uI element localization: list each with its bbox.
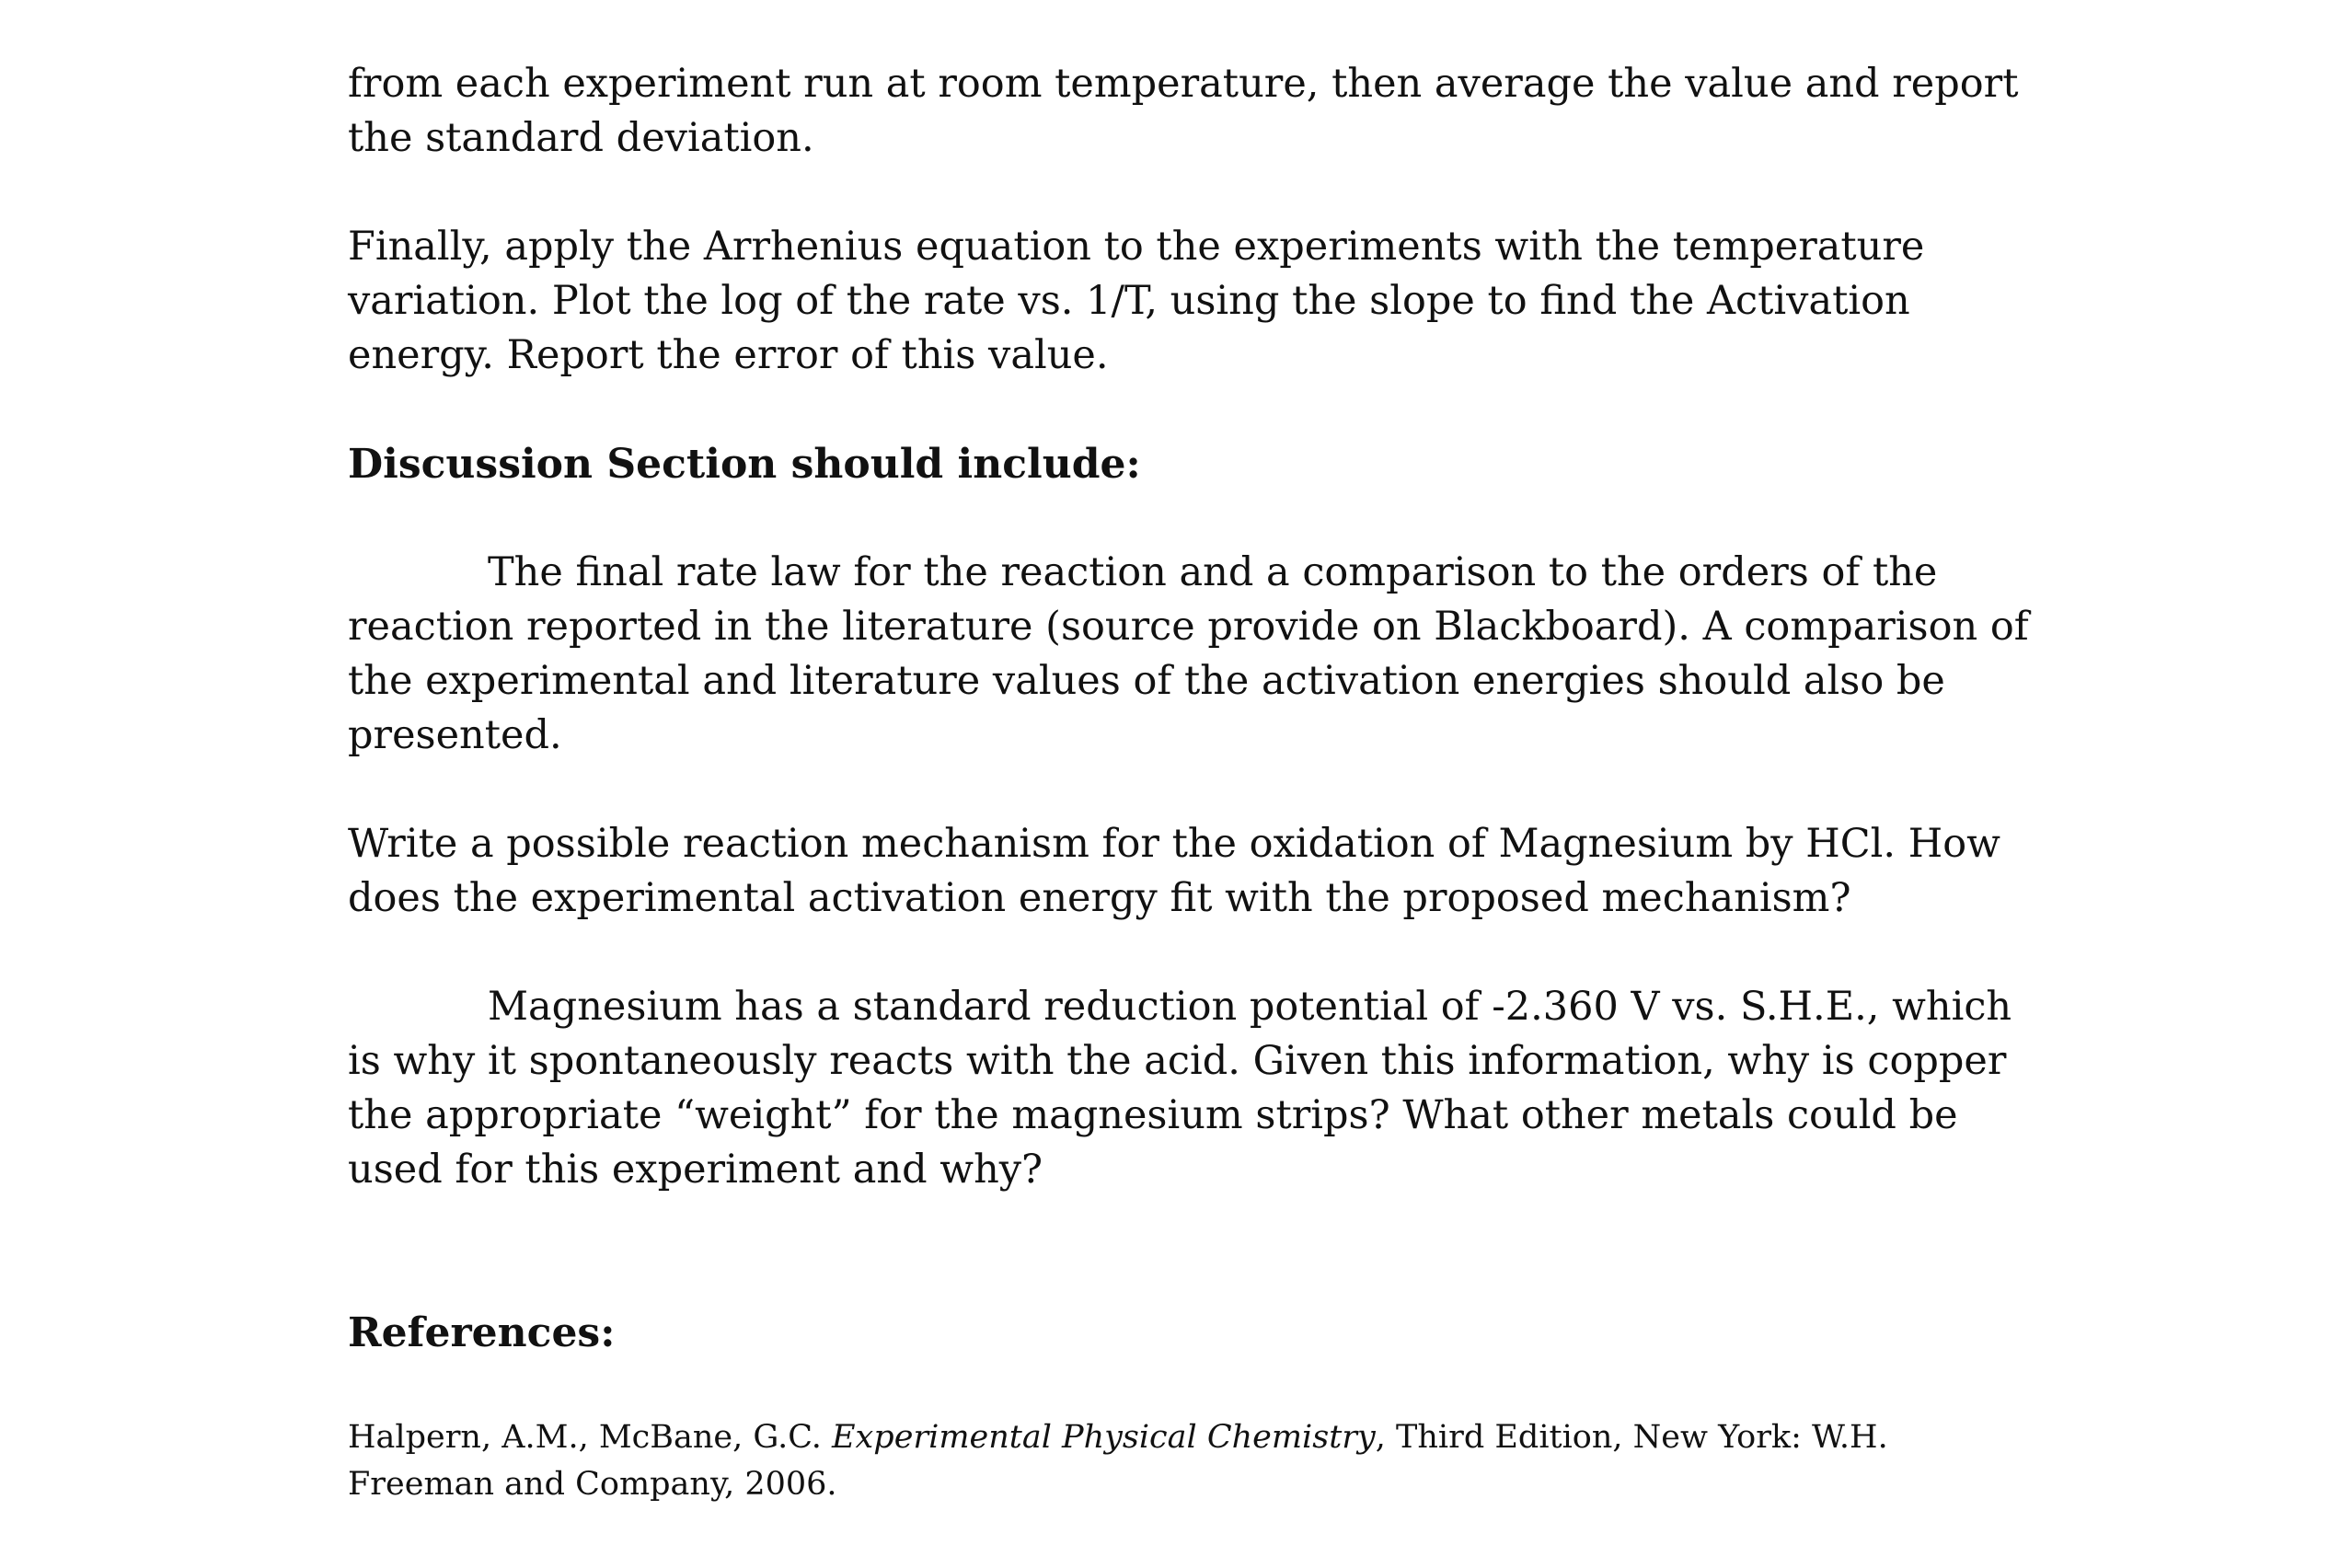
reference-authors: Halpern, A.M., McBane, G.C.	[348, 1419, 832, 1456]
paragraph-rate-law-comparison: The final rate law for the reaction and a comparison to the orders of the reaction reported in the literature (source provide on Blackboard). A comparison of the experimental and literature values of the activation energies should also be presented.	[348, 549, 2029, 758]
document-body	[348, 57, 2032, 1508]
reference-book-title: Experimental Physical Chemistry	[832, 1419, 1376, 1456]
discussion-section-heading: Discussion Section should include:	[348, 441, 1141, 488]
paragraph-reduction-potential: Magnesium has a standard reduction potential of -2.360 V vs. S.H.E., which is why it spontaneously reacts with the acid. Given this information, why is copper the appropriate “weight” for the magnesium strips? What other metals could be used for this experiment and why?	[348, 984, 2012, 1193]
reference-citation	[348, 1414, 2032, 1508]
paragraph-reaction-mechanism: Write a possible reaction mechanism for the oxidation of Magnesium by HCl. How does the experimental activation energy fit with the proposed mechanism?	[348, 821, 2000, 921]
paragraph-averaging-instructions: from each experiment run at room temperature, then average the value and report the standard deviation.	[348, 61, 2019, 161]
reference-publication-details: , Third Edition, New York: W.H. Freeman and Company, 2006.	[348, 1419, 1888, 1503]
paragraph-arrhenius-instructions: Finally, apply the Arrhenius equation to the experiments with the temperature variation. Plot the log of the rate vs. 1/T, using the slope to find the Activation energy. Report the error of this value.	[348, 224, 1925, 378]
references-heading: References:	[348, 1309, 616, 1356]
